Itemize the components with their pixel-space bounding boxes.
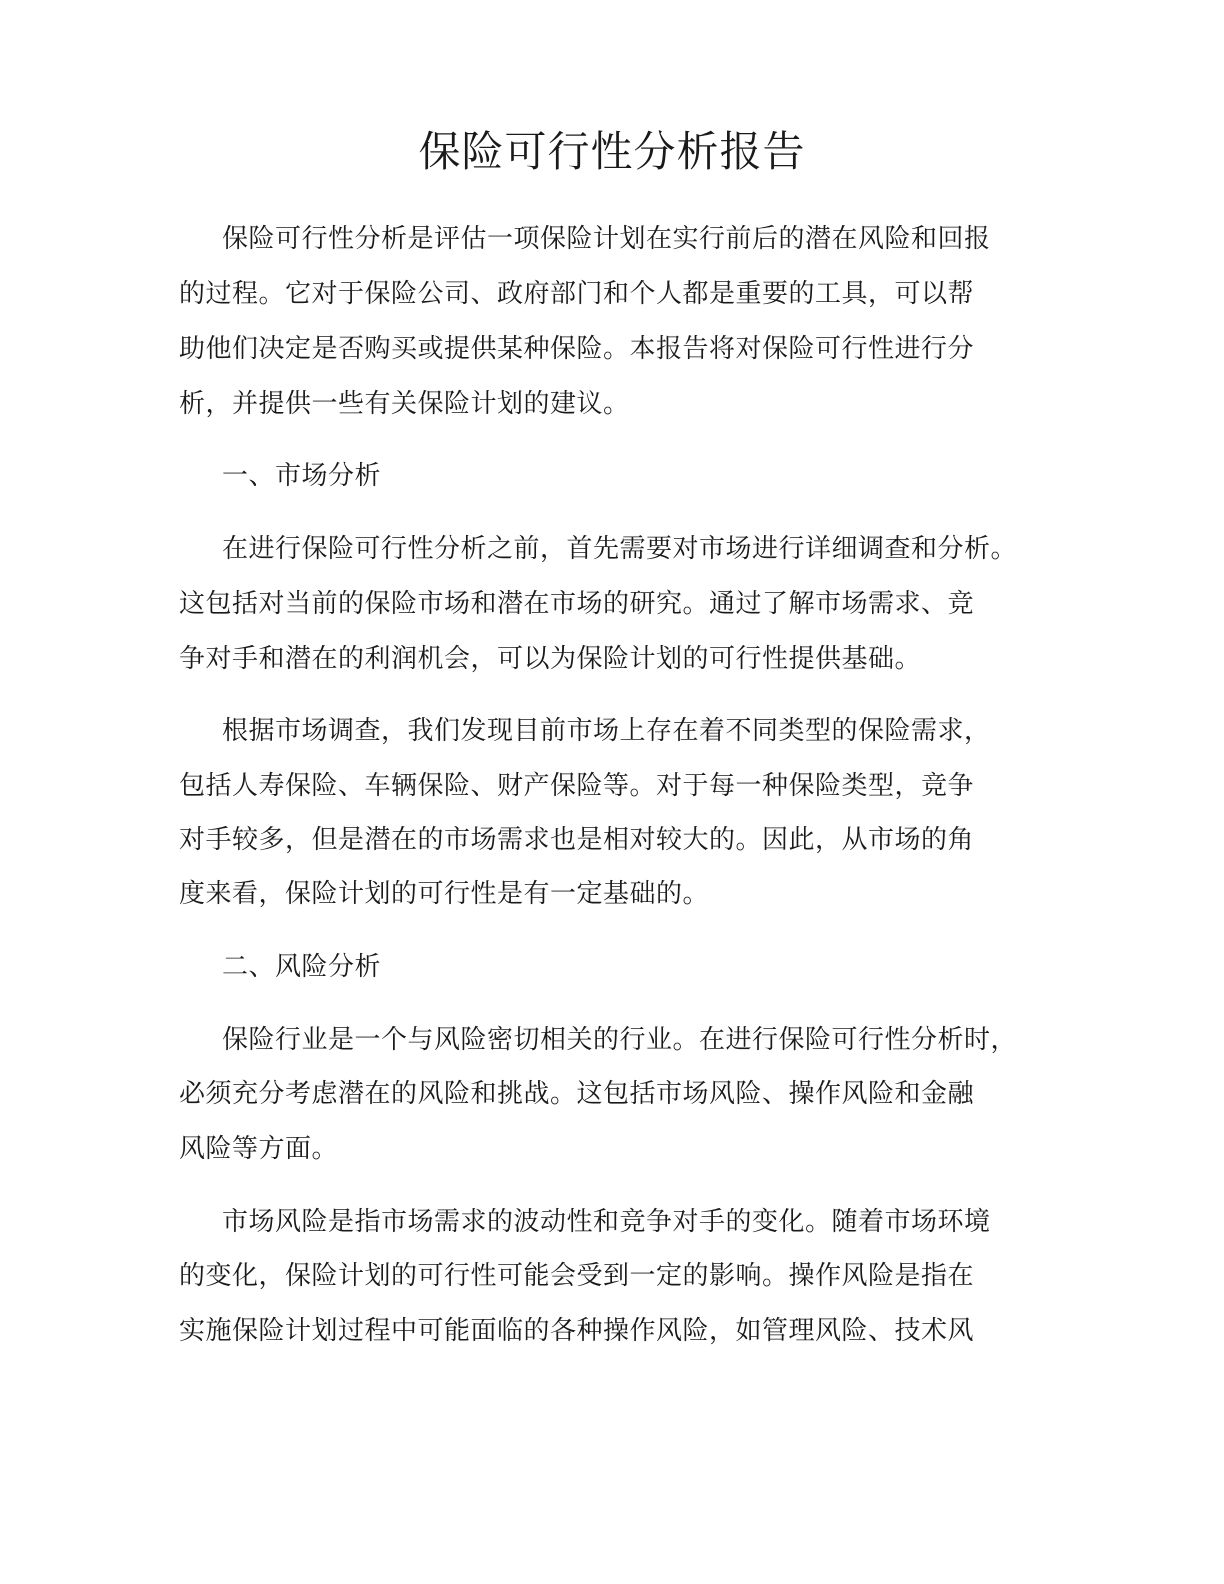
risk-para2-line-3: 实施保险计划过程中可能面临的各种操作风险，如管理风险、技术风 bbox=[179, 1316, 975, 1346]
section-heading-risk: 二、风险分析 bbox=[222, 952, 382, 982]
market-para1-line-2: 这包括对当前的保险市场和潜在市场的研究。通过了解市场需求、竞 bbox=[179, 589, 975, 619]
market-para2-line-2: 包括人寿保险、车辆保险、财产保险等。对于每一种保险类型，竞争 bbox=[179, 771, 975, 801]
market-para2-line-3: 对手较多，但是潜在的市场需求也是相对较大的。因此，从市场的角 bbox=[179, 825, 975, 855]
section-heading-market: 一、市场分析 bbox=[222, 461, 382, 491]
risk-para1-line-1: 保险行业是一个与风险密切相关的行业。在进行保险可行性分析时， bbox=[222, 1025, 1018, 1055]
intro-line-2: 的过程。它对于保险公司、政府部门和个人都是重要的工具，可以帮 bbox=[179, 279, 975, 309]
intro-line-4: 析，并提供一些有关保险计划的建议。 bbox=[179, 389, 630, 419]
document-title: 保险可行性分析报告 bbox=[418, 127, 806, 176]
market-para2-line-1: 根据市场调查，我们发现目前市场上存在着不同类型的保险需求， bbox=[222, 716, 991, 746]
risk-para1-line-3: 风险等方面。 bbox=[179, 1134, 339, 1164]
market-para1-line-1: 在进行保险可行性分析之前，首先需要对市场进行详细调查和分析。 bbox=[222, 534, 1018, 564]
risk-para2-line-2: 的变化，保险计划的可行性可能会受到一定的影响。操作风险是指在 bbox=[179, 1261, 975, 1291]
intro-line-3: 助他们决定是否购买或提供某种保险。本报告将对保险可行性进行分 bbox=[179, 334, 975, 364]
market-para1-line-3: 争对手和潜在的利润机会，可以为保险计划的可行性提供基础。 bbox=[179, 644, 922, 674]
risk-para2-line-1: 市场风险是指市场需求的波动性和竞争对手的变化。随着市场环境 bbox=[222, 1207, 991, 1237]
market-para2-line-4: 度来看，保险计划的可行性是有一定基础的。 bbox=[179, 879, 710, 909]
intro-line-1: 保险可行性分析是评估一项保险计划在实行前后的潜在风险和回报 bbox=[222, 224, 991, 254]
risk-para1-line-2: 必须充分考虑潜在的风险和挑战。这包括市场风险、操作风险和金融 bbox=[179, 1079, 975, 1109]
